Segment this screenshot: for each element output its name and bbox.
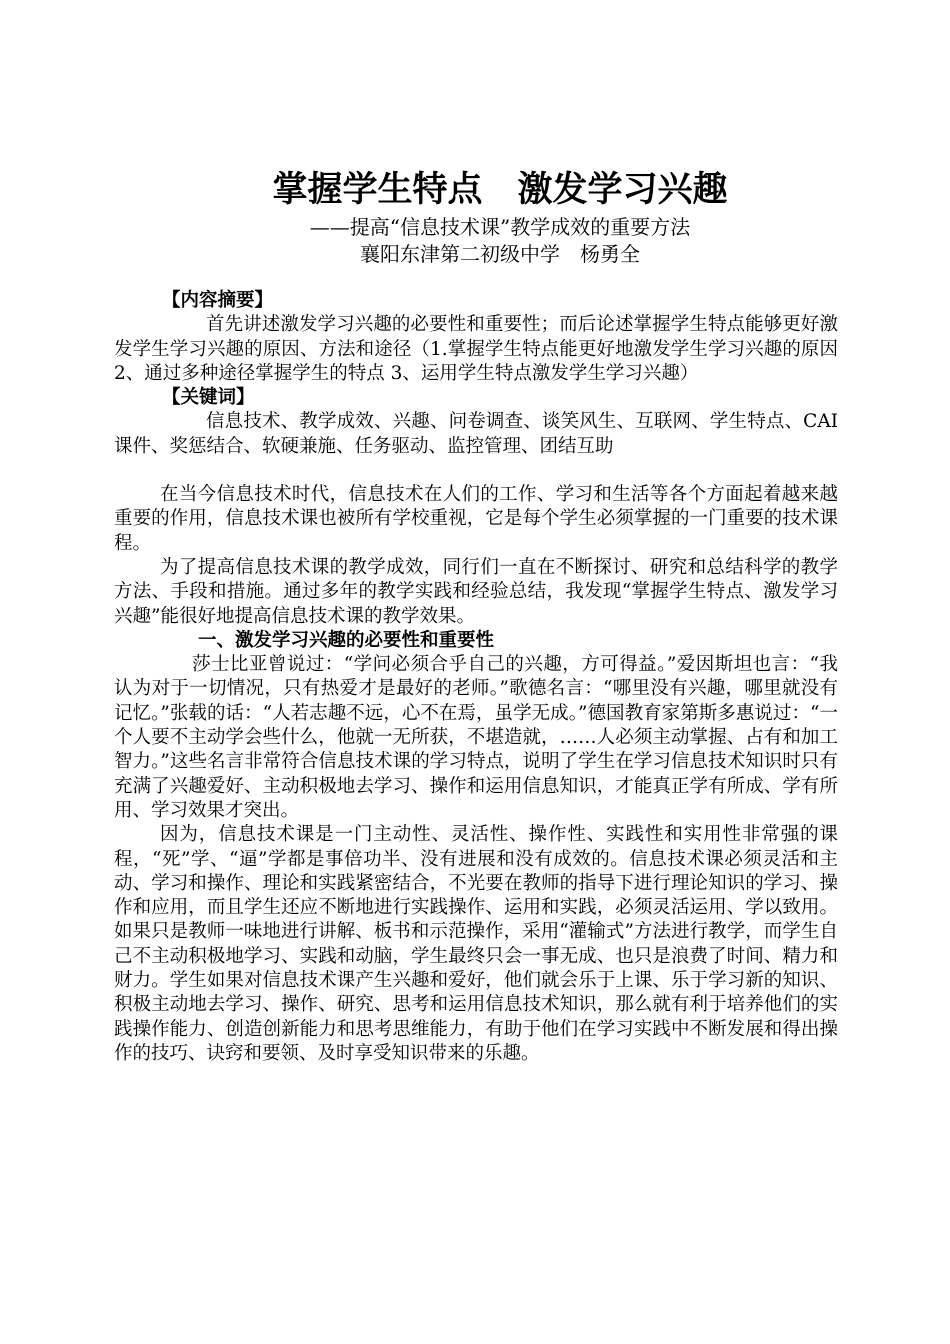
- keywords-heading: 【关键词】: [162, 387, 255, 409]
- quotes-paragraph: 莎士比亚曾说过：“学问必须合乎自己的兴趣，方可得益。”爱因斯坦也言：“我认为对于一切情况，只有热爱才是最好的老师。”歌德名言：“哪里没有兴趣，哪里就没有记忆。”张载的话：“人若志趣不远，心不在焉，虽学无成。”德国教育家第斯多惠说过：“一个人要不主动学会些什么，他就一无所获，不堪造就，……人必须主动掌握、占有和加工智力。”这些名言非常符合信息技术课的学习特点，说明了学生在学习信息技术知识时只有充满了兴趣爱好、主动积极地去学习、操作和运用信息知识，才能真正学有所成、学有所用、学习效果才突出。: [114, 654, 838, 821]
- keywords-text: 信息技术、教学成效、兴趣、问卷调查、谈笑风生、互联网、学生特点、CAI 课件、奖惩结合、软硬兼施、任务驱动、监控管理、团结互助: [114, 411, 838, 457]
- paragraph-gap: [114, 459, 838, 483]
- document-title: 掌握学生特点 激发学习兴趣: [272, 169, 728, 210]
- abstract-text: 首先讲述激发学习兴趣的必要性和重要性；而后论述掌握学生特点能够更好激发学生学习兴趣的原因、方法和途径（1.掌握学生特点能更好地激发学生学习兴趣的原因 2、通过多种途径掌握学生的特点 3、运用学生特点激发学生学习兴趣）: [114, 314, 838, 384]
- document-subtitle: ——提高“信息技术课”教学成效的重要方法: [309, 215, 691, 239]
- document-body: [114, 289, 838, 1066]
- reason-paragraph: 因为，信息技术课是一门主动性、灵活性、操作性、实践性和实用性非常强的课程，“死”学、“逼”学都是事倍功半、没有进展和没有成效的。信息技术课必须灵活和主动、学习和操作、理论和实践紧密结合，不光要在教师的指导下进行理论知识的学习、操作和应用，而且学生还应不断地进行实践操作、运用和实践，必须灵活运用、学以致用。如果只是教师一味地进行讲解、板书和示范操作，采用“灌输式”方法进行教学，而学生自己不主动积极地学习、实践和动脑，学生最终只会一事无成、也只是浪费了时间、精力和财力。学生如果对信息技术课产生兴趣和爱好，他们就会乐于上课、乐于学习新的知识、积极主动地去学习、操作、研究、思考和运用信息技术知识，那么就有利于培养他们的实践操作能力、创造创新能力和思考思维能力，有助于他们在学习实践中不断发展和得出操作的技巧、诀窍和要领、及时享受知识带来的乐趣。: [114, 824, 838, 1064]
- intro-paragraph: 为了提高信息技术课的教学成效，同行们一直在不断探讨、研究和总结科学的教学方法、手段和措施。通过多年的教学实践和经验总结，我发现“掌握学生特点、激发学习兴趣”能很好地提高信息技术课的教学效果。: [114, 556, 838, 627]
- section-heading: 一、激发学习兴趣的必要性和重要性: [198, 629, 495, 651]
- abstract-heading: 【内容摘要】: [162, 290, 274, 311]
- intro-paragraph: 在当今信息技术时代，信息技术在人们的工作、学习和生活等各个方面起着越来越重要的作用，信息技术课也被所有学校重视，它是每个学生必须掌握的一门重要的技术课程。: [114, 484, 838, 554]
- author-line: 襄阳东津第二初级中学 杨勇全: [360, 242, 640, 266]
